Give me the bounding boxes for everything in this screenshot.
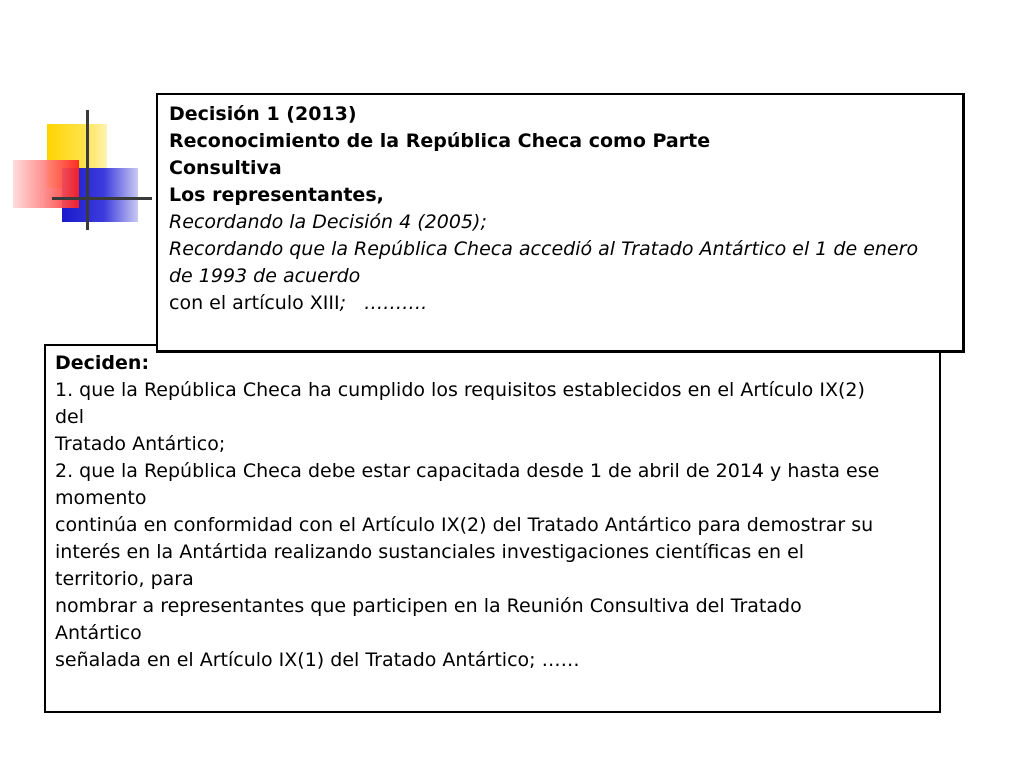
decision-line: momento — [55, 487, 147, 509]
decision-line: nombrar a representantes que participen en la Reunión Consultiva del Tratado — [55, 595, 802, 617]
recital-2-line3-end: ; ………. — [339, 292, 428, 314]
decision-box — [44, 344, 941, 713]
decision-line: territorio, para — [55, 568, 194, 590]
recital-2-line3 — [169, 290, 952, 317]
decorative-red-square — [13, 160, 79, 208]
decision-subtitle-line2: Consultiva — [169, 157, 282, 179]
decorative-vertical-line — [86, 110, 89, 230]
intro-line: Los representantes, — [169, 184, 384, 206]
recital-2-line2: de 1993 de acuerdo — [169, 265, 361, 287]
decision-line: 1. que la República Checa ha cumplido los requisitos establecidos en el Artículo IX(2) — [55, 379, 865, 401]
recital-2-line3-start: con el artículo XIII — [169, 292, 340, 314]
decision-line: 2. que la República Checa debe estar capacitada desde 1 de abril de 2014 y hasta ese — [55, 460, 880, 482]
decision-line: Antártico — [55, 622, 142, 644]
header-box — [156, 93, 965, 353]
decorative-horizontal-line — [52, 197, 152, 200]
decision-line: del — [55, 406, 85, 428]
decision-subtitle-line1: Reconocimiento de la República Checa como Parte — [169, 130, 711, 152]
decision-line: interés en la Antártida realizando sustanciales investigaciones científicas en el — [55, 541, 805, 563]
recital-1: Recordando la Decisión 4 (2005); — [169, 211, 487, 233]
decision-line: continúa en conformidad con el Artículo IX(2) del Tratado Antártico para demostrar su — [55, 514, 874, 536]
decision-heading: Deciden: — [55, 352, 150, 374]
decision-line: Tratado Antártico; — [55, 433, 226, 455]
decision-line: señalada en el Artículo IX(1) del Tratado Antártico; …… — [55, 649, 580, 671]
decision-title: Decisión 1 (2013) — [169, 103, 357, 125]
recital-2-line1: Recordando que la República Checa accedió al Tratado Antártico el 1 de enero — [169, 238, 919, 260]
